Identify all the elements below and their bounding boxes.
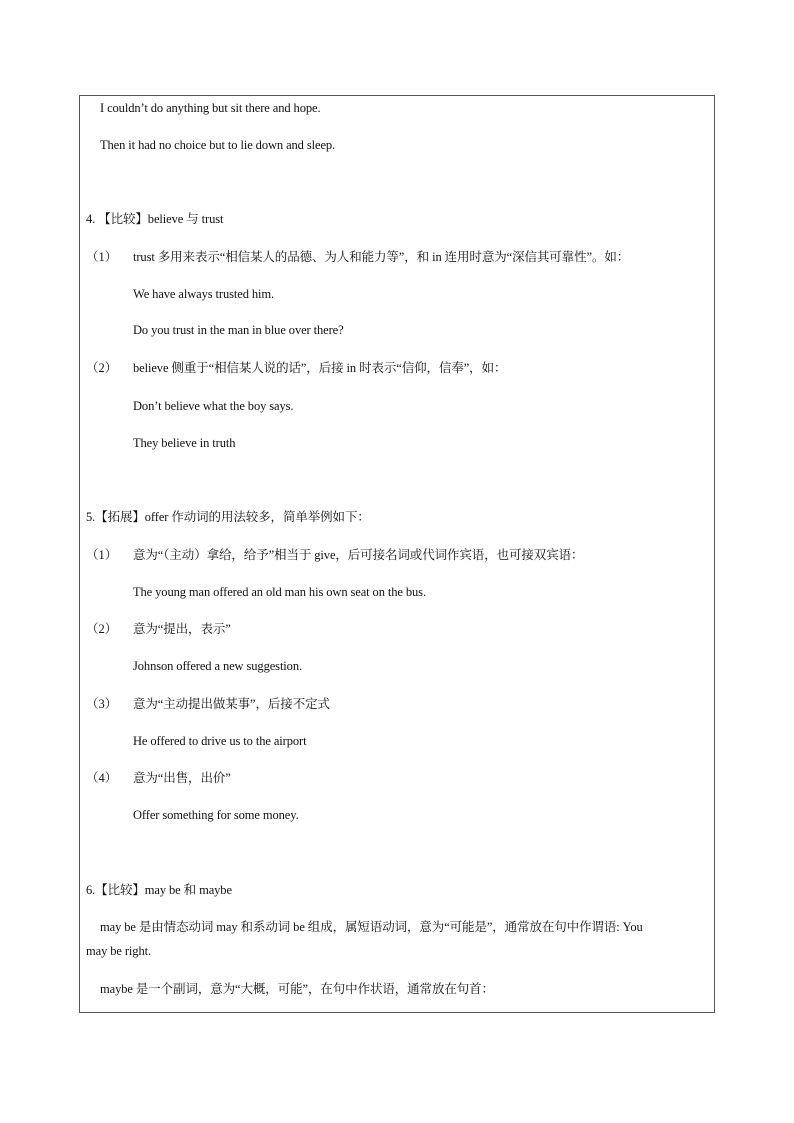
example-sentence: They believe in truth <box>133 436 236 450</box>
example-sentence: Johnson offered a new suggestion. <box>133 659 303 673</box>
item-text: 意为“出售，出价” <box>133 771 231 785</box>
example-sentence: Then it had no choice but to lie down and sleep. <box>100 138 336 152</box>
example-sentence: The young man offered an old man his own seat on the bus. <box>133 585 426 599</box>
item-text: 意为“（主动）拿给，给予”相当于 give，后可接名词或代词作宾语，也可接双宾语： <box>133 548 584 562</box>
item-number: （3） <box>86 697 118 711</box>
example-sentence: Do you trust in the man in blue over there? <box>133 323 344 337</box>
item-text: 意为“提出，表示” <box>133 622 231 636</box>
item-text: believe 侧重于“相信某人说的话”，后接 in 时表示“信仰，信奉”，如： <box>133 361 507 375</box>
example-sentence: Offer something for some money. <box>133 808 299 822</box>
example-sentence: I couldn’t do anything but sit there and hope. <box>100 101 321 115</box>
paragraph-line: may be 是由情态动词 may 和系动词 be 组成，属短语动词，意为“可能是”，通常放在句中作谓语: You <box>100 920 643 934</box>
item-number: （4） <box>86 771 118 785</box>
paragraph-line: maybe 是一个副词，意为“大概，可能”，在句中作状语，通常放在句首： <box>100 982 494 996</box>
item-number: （2） <box>86 361 118 375</box>
example-sentence: He offered to drive us to the airport <box>133 734 307 748</box>
example-sentence: Don’t believe what the boy says. <box>133 399 294 413</box>
item-number: （1） <box>86 548 118 562</box>
item-number: （2） <box>86 622 118 636</box>
example-sentence: We have always trusted him. <box>133 287 275 301</box>
section-heading: 6.【比较】may be 和 maybe <box>86 883 232 897</box>
section-heading: 4. 【比较】believe 与 trust <box>86 212 224 226</box>
item-text: 意为“主动提出做某事”，后接不定式 <box>133 697 330 711</box>
section-heading: 5.【拓展】offer 作动词的用法较多，简单举例如下： <box>86 510 370 524</box>
paragraph-line: may be right. <box>86 944 152 958</box>
item-text: trust 多用来表示“相信某人的品德、为人和能力等”，和 in 连用时意为“深信其可靠性”。如： <box>133 250 630 264</box>
item-number: （1） <box>86 250 118 264</box>
